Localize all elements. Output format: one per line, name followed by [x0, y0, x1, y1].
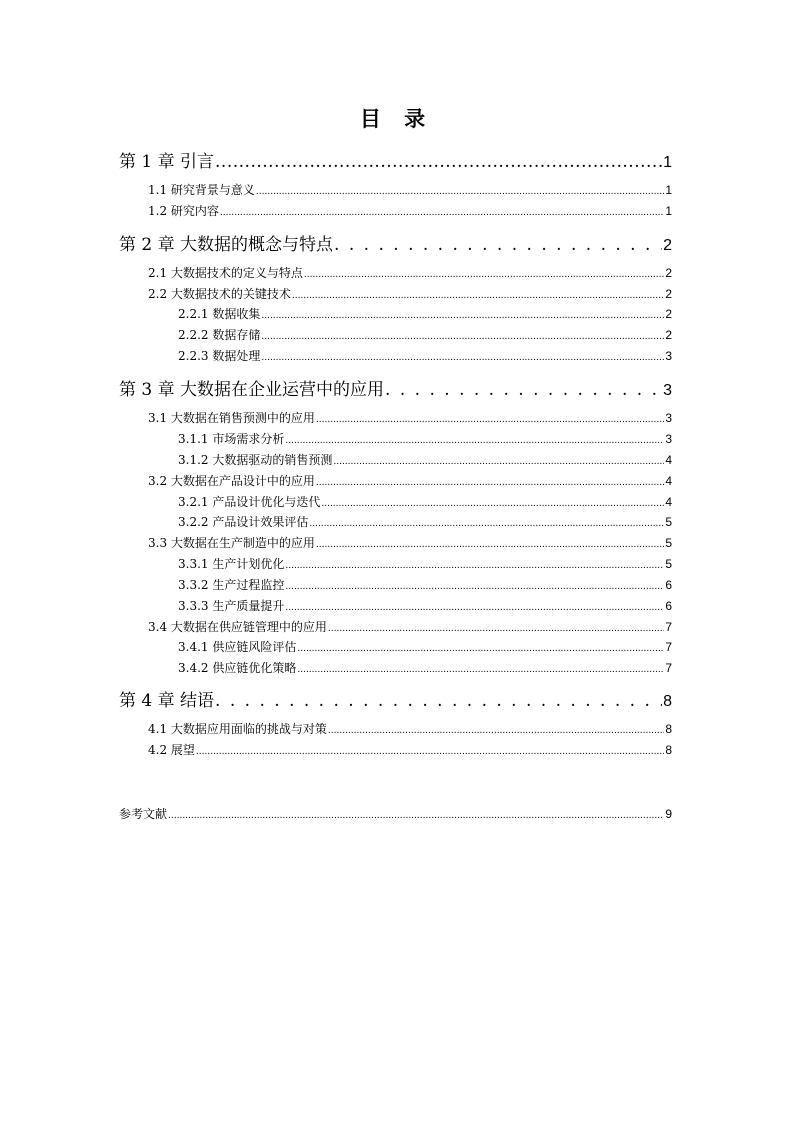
toc-entry-label: 第 3 章 大数据在企业运营中的应用: [119, 380, 385, 400]
toc-entry-page-number: 7: [665, 620, 672, 634]
toc-entry-level-2[interactable]: [148, 181, 672, 199]
toc-entry-level-3[interactable]: [178, 451, 672, 469]
toc-leader-dots: [261, 349, 664, 363]
toc-entry-label: 3.4.2 供应链优化策略: [178, 661, 297, 675]
toc-entry-label: 3.4 大数据在供应链管理中的应用: [148, 620, 327, 634]
toc-entry-page-number: 8: [663, 693, 672, 710]
toc-leader-dots: [215, 152, 662, 172]
toc-entry-label: 3.2 大数据在产品设计中的应用: [148, 474, 315, 488]
toc-entry-label: 第 2 章 大数据的概念与特点: [119, 235, 334, 255]
toc-entry-level-1[interactable]: [119, 686, 672, 710]
toc-leader-dots: [328, 722, 664, 736]
toc-entry-page-number: 2: [665, 328, 672, 342]
toc-entry-page-number: 3: [663, 382, 672, 399]
toc-entry-level-2[interactable]: [148, 741, 672, 759]
toc-entry-label: 3.1.2 大数据驱动的销售预测: [178, 453, 333, 467]
toc-leader-dots: [316, 536, 664, 550]
toc-entry-label: 1.2 研究内容: [148, 204, 219, 218]
toc-entry-label: 4.1 大数据应用面临的挑战与对策: [148, 722, 327, 736]
toc-entry-label: 2.2.1 数据收集: [178, 307, 261, 321]
toc-leader-dots: [261, 328, 664, 342]
toc-entry-level-3[interactable]: [178, 513, 672, 531]
toc-entry-page-number: 8: [665, 722, 672, 736]
toc-entry-label: 3.2.1 产品设计优化与迭代: [178, 495, 321, 509]
toc-entry-page-number: 4: [665, 474, 672, 488]
toc-leader-dots: [168, 807, 664, 821]
toc-entry-page-number: 4: [665, 453, 672, 467]
toc-entry-level-3[interactable]: [178, 493, 672, 511]
toc-leader-dots: [292, 287, 664, 301]
toc-entry-page-number: 3: [665, 411, 672, 425]
toc-leader-dots: [304, 266, 664, 280]
toc-entry-page-number: 7: [665, 661, 672, 675]
toc-leader-dots: [297, 640, 664, 654]
toc-leader-dots: [333, 453, 664, 467]
toc-entry-label: 3.2.2 产品设计效果评估: [178, 515, 309, 529]
toc-entry-label: 3.3.2 生产过程监控: [178, 578, 285, 592]
toc-leader-dots: [220, 204, 664, 218]
toc-entry-level-1[interactable]: [119, 147, 672, 171]
toc-entry-level-2[interactable]: [148, 618, 672, 636]
toc-entry-level-1[interactable]: [119, 375, 672, 399]
toc-entry-page-number: 6: [665, 578, 672, 592]
toc-entry-label: 第 1 章 引言: [119, 152, 215, 172]
toc-entry-page-number: 2: [665, 307, 672, 321]
toc-entry-level-2[interactable]: [148, 202, 672, 220]
toc-entry-level-2[interactable]: [148, 285, 672, 303]
toc-leader-dots: [261, 307, 664, 321]
toc-entry-level-3[interactable]: [178, 659, 672, 677]
toc-entry-label: 3.3 大数据在生产制造中的应用: [148, 536, 315, 550]
toc-entry-page-number: 2: [665, 266, 672, 280]
toc-entry-label: 2.1 大数据技术的定义与特点: [148, 266, 303, 280]
toc-entry-page-number: 1: [663, 154, 672, 171]
toc-entry-level-3[interactable]: [178, 305, 672, 323]
toc-entry-label: 第 4 章 结语: [119, 691, 215, 711]
toc-entry-page-number: 5: [665, 515, 672, 529]
toc-leader-dots: [316, 474, 664, 488]
toc-entry-level-3[interactable]: [178, 430, 672, 448]
toc-entry-label: 1.1 研究背景与意义: [148, 183, 255, 197]
toc-entry-label: 4.2 展望: [148, 743, 195, 757]
toc-entry-page-number: 5: [665, 557, 672, 571]
toc-entry-page-number: 7: [665, 640, 672, 654]
toc-leader-dots: [285, 432, 664, 446]
toc-entry-label: 3.1.1 市场需求分析: [178, 432, 285, 446]
toc-entry-level-2[interactable]: [148, 264, 672, 282]
toc-entry-label: 3.4.1 供应链风险评估: [178, 640, 297, 654]
toc-entry-references[interactable]: [119, 805, 672, 823]
toc-entry-label: 2.2 大数据技术的关键技术: [148, 287, 291, 301]
toc-entry-level-3[interactable]: [178, 326, 672, 344]
toc-entry-level-2[interactable]: [148, 534, 672, 552]
toc-entry-label: 3.3.1 生产计划优化: [178, 557, 285, 571]
toc-entry-level-3[interactable]: [178, 576, 672, 594]
toc-entry-page-number: 3: [665, 349, 672, 363]
toc-entry-level-2[interactable]: [148, 720, 672, 738]
toc-entry-level-3[interactable]: [178, 638, 672, 656]
toc-leader-dots: [256, 183, 664, 197]
toc-entry-page-number: 6: [665, 599, 672, 613]
toc-entry-level-2[interactable]: [148, 472, 672, 490]
toc-entry-label: 参考文献: [119, 807, 168, 821]
toc-entry-page-number: 1: [665, 204, 672, 218]
toc-leader-dots: [285, 578, 664, 592]
toc-entry-page-number: 3: [665, 432, 672, 446]
toc-entry-level-2[interactable]: [148, 409, 672, 427]
toc-entry-level-1[interactable]: [119, 230, 672, 254]
toc-entry-page-number: 2: [665, 287, 672, 301]
toc-entry-label: 2.2.3 数据处理: [178, 349, 261, 363]
toc-entry-page-number: 9: [665, 807, 672, 821]
toc-leader-dots: [297, 661, 664, 675]
toc-leader-dots: [215, 691, 662, 711]
toc-leader-dots: [321, 495, 664, 509]
toc-entry-page-number: 2: [663, 237, 672, 254]
toc-title: 目 录: [359, 107, 434, 131]
toc-leader-dots: [285, 599, 664, 613]
toc-leader-dots: [385, 380, 662, 400]
toc-leader-dots: [309, 515, 664, 529]
toc-leader-dots: [285, 557, 664, 571]
toc-entry-level-3[interactable]: [178, 597, 672, 615]
toc-entry-level-3[interactable]: [178, 347, 672, 365]
toc-entry-label: 2.2.2 数据存储: [178, 328, 261, 342]
toc-entry-page-number: 5: [665, 536, 672, 550]
toc-entry-label: 3.3.3 生产质量提升: [178, 599, 285, 613]
toc-entry-level-3[interactable]: [178, 555, 672, 573]
toc-leader-dots: [316, 411, 664, 425]
toc-entry-label: 3.1 大数据在销售预测中的应用: [148, 411, 315, 425]
toc-entry-page-number: 8: [665, 743, 672, 757]
toc-entry-page-number: 1: [665, 183, 672, 197]
toc-leader-dots: [328, 620, 664, 634]
toc-leader-dots: [334, 235, 662, 255]
toc-leader-dots: [196, 743, 664, 757]
toc-entry-page-number: 4: [665, 495, 672, 509]
